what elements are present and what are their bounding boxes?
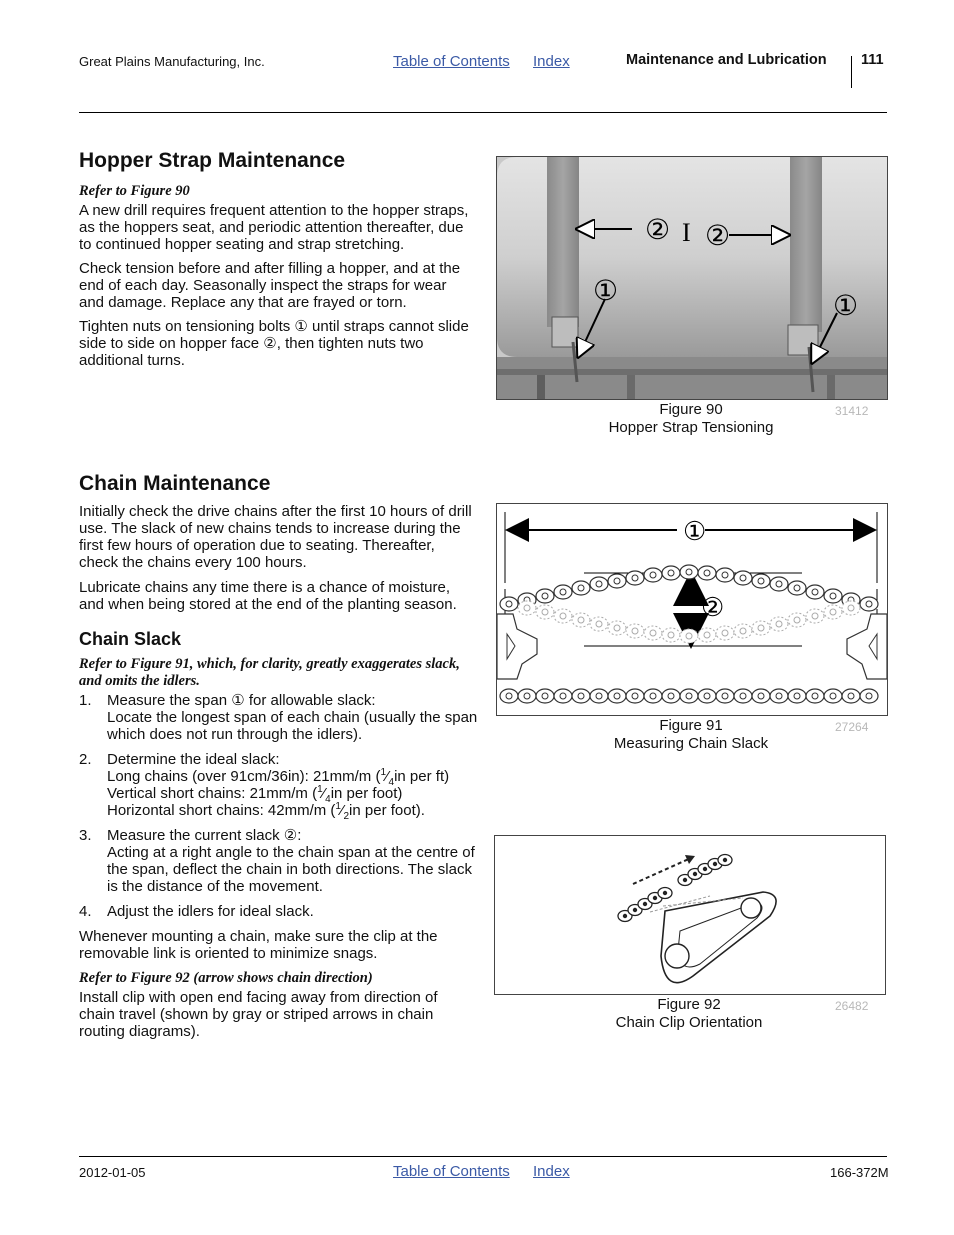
figure-number: Figure 90 [659,401,723,418]
hopper-body [79,202,474,369]
step-body: Locate the longest span of each chain (usually the span which does not run through the idlers). [107,709,478,743]
hopper-paragraph: Check tension before and after filling a hopper, and at the end of each day. Seasonally inspect the straps for wear and damage. Replace any that are frayed or torn. [79,260,461,311]
chain-body [79,503,474,613]
footer-date: 2012-01-05 [79,1165,146,1180]
slack-vertical-chains: Vertical short chains: 21mm/m ($^1⁄_4in$ per foot) [107,784,403,805]
chain-mount-paragraph: Whenever mounting a chain, make sure the clip at the removable link is oriented to minimize snags. [79,928,438,962]
chain-bottom [500,689,878,703]
chain-clip-illustration [495,836,885,994]
hopper-paragraph: Tighten nuts on tensioning bolts ① until straps cannot slide side to side on hopper face ②, then tighten nuts two additional turns. [79,318,469,369]
figure-id: 26482 [835,999,869,1013]
figure-id: 27264 [835,720,869,734]
figure-90-caption [496,401,886,437]
company-name: Great Plains Manufacturing, Inc. [79,54,265,69]
hopper-strap-figure [496,156,888,400]
step-head: Measure the span ① for allowable slack: [107,692,376,709]
figure-number: Figure 92 [657,996,721,1013]
hopper-heading: Hopper Strap Maintenance [79,149,346,172]
chain-slack-figure [496,503,888,716]
hopper-strap-illustration [497,157,887,399]
footer-index-link[interactable]: Index [533,1163,570,1180]
figure-title: Measuring Chain Slack [613,735,769,752]
index-link[interactable]: Index [533,53,570,70]
figure-title: Chain Clip Orientation [615,1014,763,1031]
page-number: 111 [861,52,884,68]
footer-rule [79,1156,887,1157]
figure-91-caption [496,717,886,753]
list-item [79,827,479,895]
figure-number: Figure 91 [659,717,723,734]
callout-2-right: ② [705,220,731,251]
step-number: 1. [79,692,92,709]
chain-paragraph: Lubricate chains any time there is a chance of moisture, and when being stored at the end of the planting season. [79,579,457,613]
header-divider [851,56,852,88]
step-head: Measure the current slack ②: [107,827,302,844]
span-callout: ① [683,516,707,546]
list-item [79,692,479,743]
list-item [79,751,479,822]
chain-paragraph: Initially check the drive chains after the first 10 hours of drill use. The slack of new chains tends to increase during the first few hours of operation due to seating. Thereafter, check the chains every 100 hours. [79,503,472,571]
section-title: Maintenance and Lubrication [626,52,827,68]
step-head: Determine the ideal slack: [107,751,280,768]
figure-title: Hopper Strap Tensioning [608,419,774,436]
step-body: Acting at a right angle to the chain span at the centre of the span, deflect the chain in both directions. The slack is the distance of the movement. [107,844,475,895]
figure-92-ref: Refer to Figure 92 (arrow shows chain direction) [79,970,373,986]
chain-slack-steps [79,692,479,1040]
chain-heading: Chain Maintenance [79,472,271,495]
list-item [79,903,479,920]
step-number: 4. [79,903,92,920]
figure-id: 31412 [835,404,869,418]
step-head: Adjust the idlers for ideal slack. [107,903,314,920]
callout-1-right: ① [833,290,859,321]
slack-callout: ② [701,592,725,622]
toc-link[interactable]: Table of Contents [393,53,510,70]
chain-clip-paragraph: Install clip with open end facing away from direction of chain travel (shown by gray or striped arrows in chain routing diagrams). [79,989,438,1040]
slack-horizontal-chains: Horizontal short chains: 42mm/m ($^1⁄_2in$ per foot). [107,801,425,822]
document-number: 166-372M [830,1165,889,1180]
callout-2-left: ② [645,214,671,245]
header-rule [79,112,887,113]
figure-92-caption [494,996,884,1032]
footer-toc-link[interactable]: Table of Contents [393,1163,510,1180]
callout-1-left: ① [593,275,619,306]
chain-slack-ref: Refer to Figure 91, which, for clarity, greatly exaggerates slack, and omits the idlers. [79,656,460,689]
hopper-ref: Refer to Figure 90 [79,183,190,199]
center-mark: I [682,218,691,247]
hopper-paragraph: A new drill requires frequent attention to the hopper straps, as the hoppers seat, and periodic attention thereafter, due to continued hopper seating and strap stretching. [79,202,469,253]
chain-clip-figure [494,835,886,995]
chain-slack-heading: Chain Slack [79,629,182,649]
chain-slack-illustration [497,504,887,715]
step-number: 3. [79,827,92,844]
step-number: 2. [79,751,92,768]
slack-long-chains: Long chains (over 91cm/36in): 21mm/m ($^1⁄_4in$ per ft) [107,767,450,788]
